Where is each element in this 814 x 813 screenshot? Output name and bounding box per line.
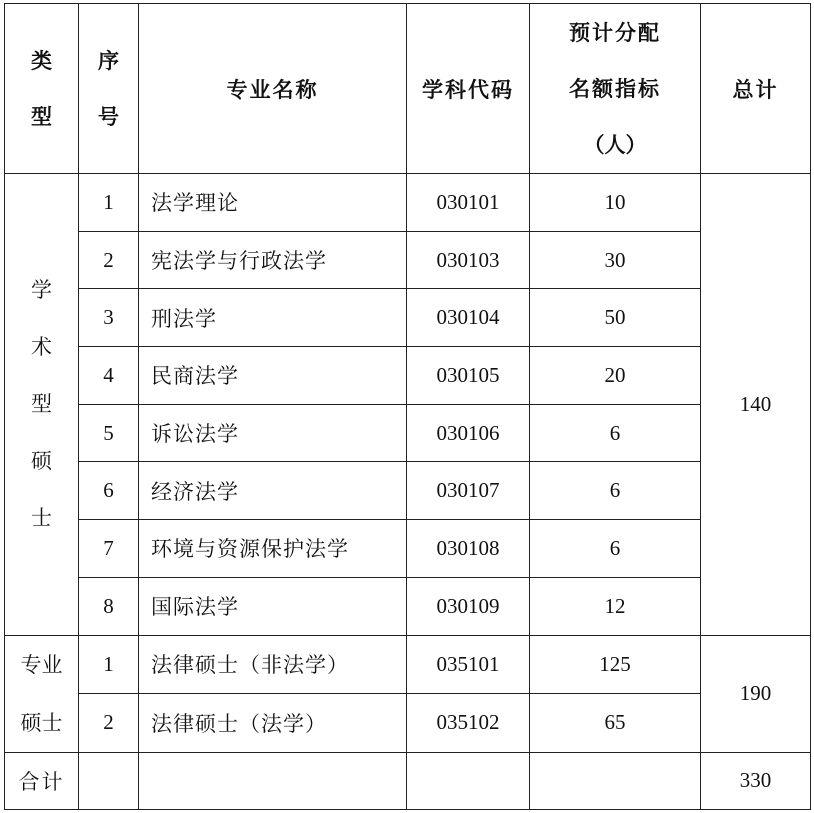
major-name-cell: 法学理论 xyxy=(139,174,407,232)
seq-cell: 1 xyxy=(79,635,139,694)
code-cell: 030105 xyxy=(407,347,530,405)
seq-cell: 4 xyxy=(79,347,139,405)
seq-cell: 5 xyxy=(79,404,139,462)
table-row xyxy=(5,347,811,405)
code-cell: 030101 xyxy=(407,174,530,232)
major-name-cell: 民商法学 xyxy=(139,347,407,405)
major-name-cell: 环境与资源保护法学 xyxy=(139,520,407,578)
grand-total: 330 xyxy=(701,752,811,809)
seq-cell: 8 xyxy=(79,577,139,635)
seq-cell: 3 xyxy=(79,289,139,347)
table-row xyxy=(5,577,811,635)
quota-cell: 10 xyxy=(530,174,701,232)
code-cell: 030106 xyxy=(407,404,530,462)
seq-cell: 1 xyxy=(79,174,139,232)
major-name-cell: 刑法学 xyxy=(139,289,407,347)
type-academic-master: 学 术 型 硕 士 xyxy=(5,174,79,636)
code-cell: 030104 xyxy=(407,289,530,347)
empty-cell xyxy=(530,752,701,809)
total-row xyxy=(5,752,811,809)
code-cell: 030109 xyxy=(407,577,530,635)
major-name-cell: 经济法学 xyxy=(139,462,407,520)
seq-cell: 7 xyxy=(79,520,139,578)
table-row xyxy=(5,404,811,462)
table-row xyxy=(5,289,811,347)
quota-cell: 65 xyxy=(530,694,701,753)
type-professional-master: 专业 硕士 xyxy=(5,635,79,752)
total-label: 合计 xyxy=(5,752,79,809)
enrollment-quota-table xyxy=(4,3,811,810)
code-cell: 035102 xyxy=(407,694,530,753)
header-type: 类 型 xyxy=(5,4,79,174)
major-name-cell: 法律硕士（非法学） xyxy=(139,635,407,694)
table-row xyxy=(5,462,811,520)
quota-cell: 20 xyxy=(530,347,701,405)
table-row xyxy=(5,520,811,578)
table-row xyxy=(5,694,811,753)
header-seq: 序 号 xyxy=(79,4,139,174)
empty-cell xyxy=(407,752,530,809)
quota-cell: 125 xyxy=(530,635,701,694)
quota-cell: 6 xyxy=(530,462,701,520)
seq-cell: 2 xyxy=(79,231,139,289)
header-major-name: 专业名称 xyxy=(139,4,407,174)
table-row xyxy=(5,174,811,232)
quota-cell: 30 xyxy=(530,231,701,289)
header-subject-code: 学科代码 xyxy=(407,4,530,174)
header-row xyxy=(5,4,811,174)
major-name-cell: 国际法学 xyxy=(139,577,407,635)
major-name-cell: 法律硕士（法学） xyxy=(139,694,407,753)
code-cell: 035101 xyxy=(407,635,530,694)
seq-cell: 2 xyxy=(79,694,139,753)
group-total-academic: 140 xyxy=(701,174,811,636)
table-row xyxy=(5,231,811,289)
major-name-cell: 诉讼法学 xyxy=(139,404,407,462)
header-quota: 预计分配 名额指标 （人） xyxy=(530,4,701,174)
quota-cell: 6 xyxy=(530,520,701,578)
seq-cell: 6 xyxy=(79,462,139,520)
quota-cell: 6 xyxy=(530,404,701,462)
major-name-cell: 宪法学与行政法学 xyxy=(139,231,407,289)
empty-cell xyxy=(79,752,139,809)
code-cell: 030103 xyxy=(407,231,530,289)
group-total-professional: 190 xyxy=(701,635,811,752)
quota-cell: 50 xyxy=(530,289,701,347)
table-row xyxy=(5,635,811,694)
quota-cell: 12 xyxy=(530,577,701,635)
code-cell: 030107 xyxy=(407,462,530,520)
code-cell: 030108 xyxy=(407,520,530,578)
header-total: 总计 xyxy=(701,4,811,174)
empty-cell xyxy=(139,752,407,809)
